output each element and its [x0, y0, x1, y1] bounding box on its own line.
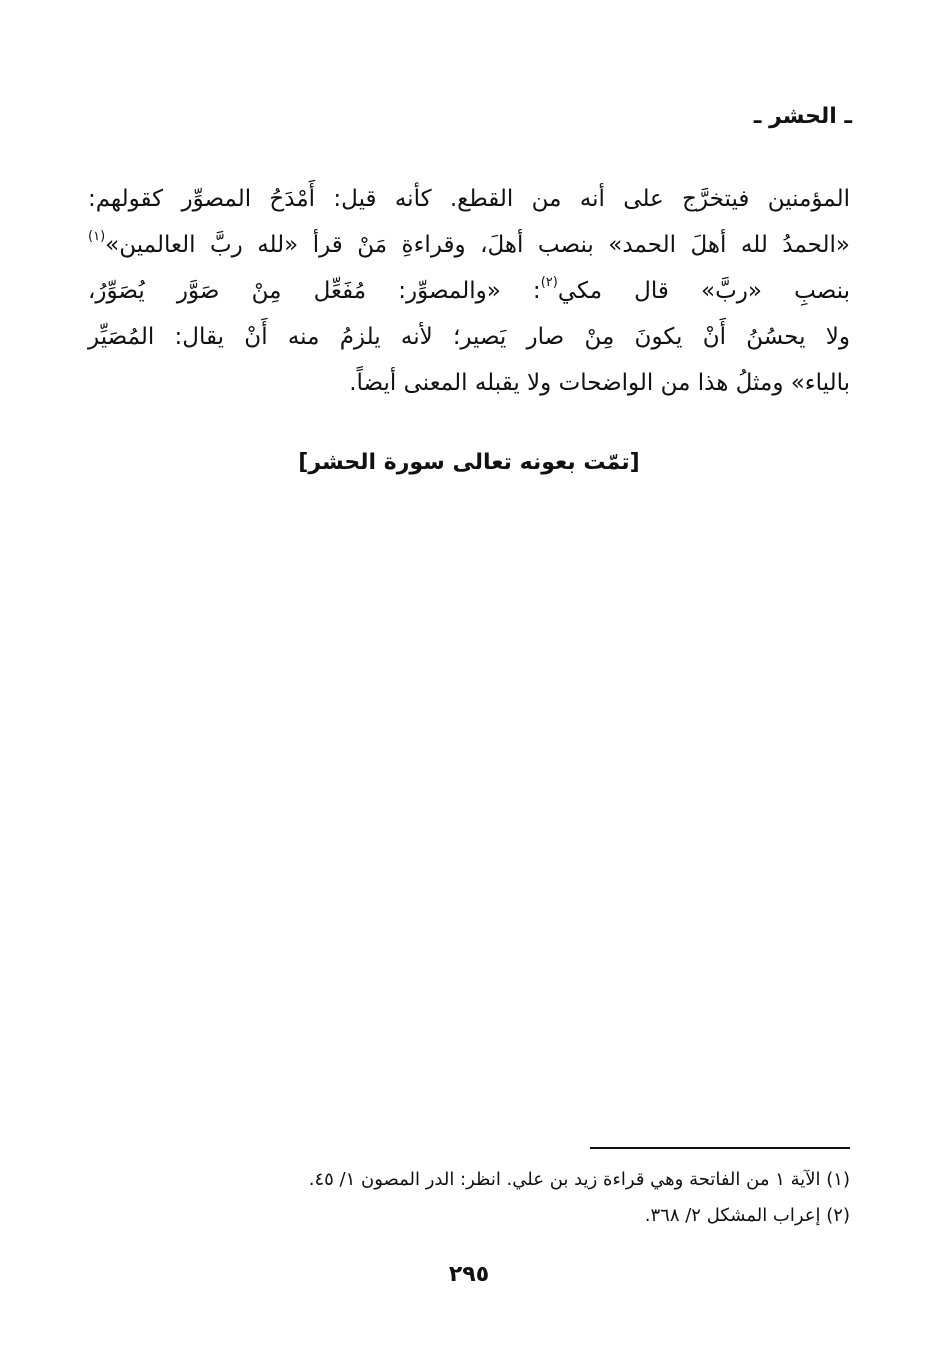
- body-line-3-text-b: : «والمصوِّر: مُفَعِّل مِنْ صَوَّر يُصَوِّرُ،: [88, 278, 541, 304]
- closing-line: [تمّت بعونه تعالى سورة الحشر]: [298, 450, 640, 475]
- footnote-separator: [590, 1147, 850, 1149]
- footnote-ref-1: (١): [88, 229, 106, 244]
- body-line-5: بالياء» ومثلُ هذا من الواضحات ولا يقبله المعنى أيضاً.: [349, 370, 850, 396]
- body-line-3: [88, 268, 850, 314]
- body-line-3-text-a: بنصبِ «ربَّ» قال مكي: [557, 278, 850, 304]
- body-line-2-text: «الحمدُ لله أهلَ الحمد» بنصب أهلَ، وقراءةِ مَنْ قرأ «لله ربَّ العالمين»: [105, 232, 850, 258]
- page-number: ٢٩٥: [448, 1262, 490, 1287]
- body-line-4: ولا يحسُنُ أَنْ يكونَ مِنْ صار يَصير؛ لأنه يلزمُ منه أَنْ يقال: المُصَيِّر: [88, 324, 850, 350]
- running-header: ـ الحشر ـ: [753, 104, 852, 129]
- footnote-1: (١) الآية ١ من الفاتحة وهي قراءة زيد بن علي. انظر: الدر المصون ١/ ٤٥.: [308, 1169, 850, 1190]
- footnote-ref-2: (٢): [540, 275, 558, 290]
- body-text: [88, 176, 850, 406]
- footnotes: [88, 1162, 850, 1234]
- body-line-2: [88, 222, 850, 268]
- body-line-1: المؤمنين فيتخرَّج على أنه من القطع. كأنه قيل: أَمْدَحُ المصوِّر كقولهم:: [88, 186, 850, 212]
- footnote-2: (٢) إعراب المشكل ٢/ ٣٦٨.: [644, 1205, 850, 1226]
